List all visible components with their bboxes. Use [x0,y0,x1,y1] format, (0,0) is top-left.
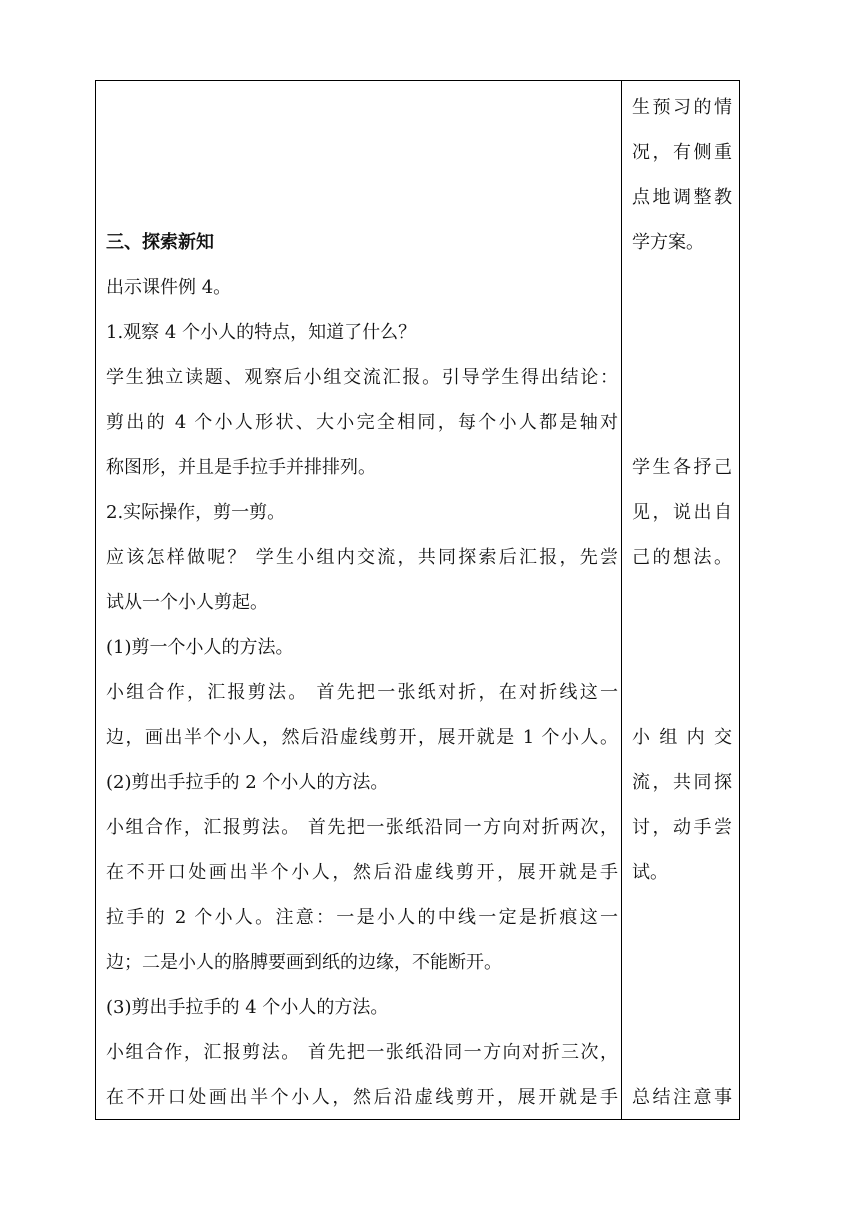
text-line: (3)剪出手拉手的 4 个小人的方法。 [106,997,389,1018]
text-line: 2.实际操作，剪一剪。 [106,502,286,523]
note-line: 点地调整教 [632,187,732,208]
text-line: 在不开口处画出半个小人，然后沿虚线剪开，展开就是手 [106,1087,618,1108]
note-line: 见，说出自 [632,502,732,523]
text-line: 出示课件例 4。 [106,277,232,298]
note-line: 流，共同探 [632,772,732,793]
text-line: 剪出的 4 个小人形状、大小完全相同，每个小人都是轴对 [106,412,618,433]
text-line: (2)剪出手拉手的 2 个小人的方法。 [106,772,389,793]
text-line: 边；二是小人的胳膊要画到纸的边缘，不能断开。 [106,952,502,973]
text-line: 边，画出半个小人，然后沿虚线剪开，展开就是 1 个小人。 [106,727,618,748]
column-divider [621,81,622,1119]
note-line: 总结注意事 [632,1087,732,1108]
note-line: 小 组 内 交 [632,727,732,748]
note-line: 讨，动手尝 [632,817,732,838]
note-line: 况，有侧重 [632,142,732,163]
text-line: 小组合作，汇报剪法。 首先把一张纸沿同一方向对折三次， [106,1042,618,1063]
text-line: 小组合作，汇报剪法。 首先把一张纸对折，在对折线这一 [106,682,618,703]
text-line: 拉手的 2 个小人。注意：一是小人的中线一定是折痕这一 [106,907,618,928]
note-line: 己的想法。 [632,547,732,568]
note-line: 学生各抒己 [632,457,732,478]
text-line: 小组合作，汇报剪法。 首先把一张纸沿同一方向对折两次， [106,817,618,838]
lesson-table [95,80,740,1120]
note-line: 生预习的情 [632,97,732,118]
text-line: 1.观察 4 个小人的特点，知道了什么？ [106,322,417,343]
text-line: 试从一个小人剪起。 [106,592,268,613]
note-line: 学方案。 [632,232,704,253]
text-line: 应该怎样做呢？ 学生小组内交流，共同探索后汇报，先尝 [106,547,618,568]
section-heading: 三、探索新知 [106,232,214,253]
note-line: 试。 [632,862,668,883]
text-line: (1)剪一个小人的方法。 [106,637,294,658]
text-line: 称图形，并且是手拉手并排排列。 [106,457,376,478]
text-line: 在不开口处画出半个小人，然后沿虚线剪开，展开就是手 [106,862,618,883]
text-line: 学生独立读题、观察后小组交流汇报。引导学生得出结论： [106,367,618,388]
